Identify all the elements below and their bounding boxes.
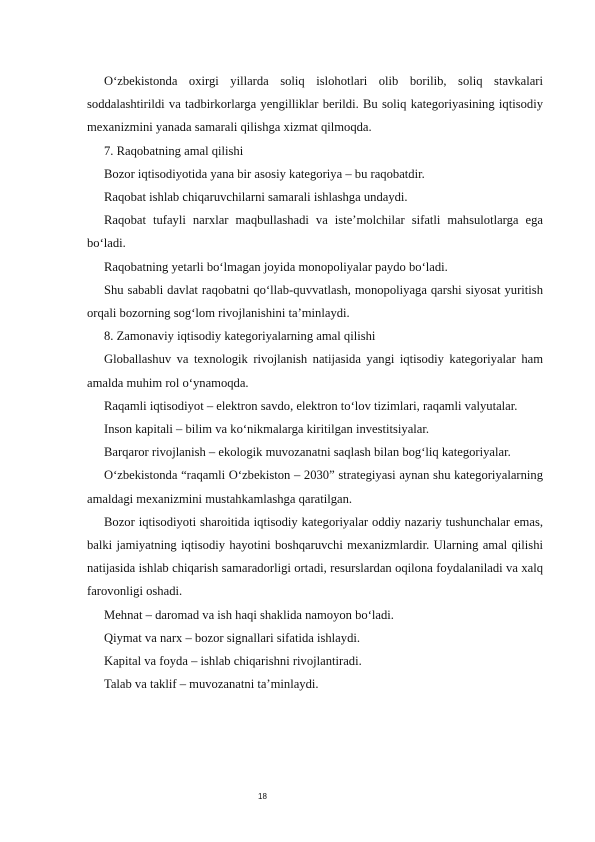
paragraph: Raqobat ishlab chiqaruvchilarni samarali ishlashga undaydi. — [104, 190, 408, 205]
paragraph: Qiymat va narx – bozor signallari sifatida ishlaydi. — [104, 630, 361, 645]
paragraph: Globallashuv va texnologik rivojlanish natijasida yangi iqtisodiy kategoriyalar ham amalda muhim rol o‘ynamoqda. — [87, 352, 543, 390]
paragraph: Raqobat tufayli narxlar maqbullashadi va iste’molchilar sifatli mahsulotlarga ega bo‘ladi. — [87, 213, 543, 251]
paragraph: Raqamli iqtisodiyot – elektron savdo, elektron to‘lov tizimlari, raqamli valyutalar. — [104, 398, 518, 413]
paragraph: Talab va taklif – muvozanatni ta’minlaydi. — [104, 677, 319, 692]
section-heading-modern-categories: 8. Zamonaviy iqtisodiy kategoriyalarning amal qilishi — [104, 329, 376, 344]
paragraph: O‘zbekistonda “raqamli O‘zbekiston – 2030” strategiyasi aynan shu kategoriyalarning amaldagi mexanizmini mustahkamlashga qaratilgan. — [87, 468, 543, 506]
paragraph: Inson kapitali – bilim va ko‘nikmalarga kiritilgan investitsiyalar. — [104, 422, 430, 437]
page-number: 18 — [258, 792, 267, 801]
paragraph: Bozor iqtisodiyoti sharoitida iqtisodiy kategoriyalar oddiy nazariy tushunchalar emas, balki jamiyatning iqtisodiy hayotini boshqaruvchi mexanizmlardir. Ularning amal qilishi natijasida ishlab chiqarish samaradorligi ortadi, resurslardan oqilona foydalaniladi va xalq farovonligi oshadi. — [87, 514, 543, 599]
section-heading-competition: 7. Raqobatning amal qilishi — [104, 143, 244, 158]
paragraph: Mehnat – daromad va ish haqi shaklida namoyon bo‘ladi. — [104, 607, 394, 622]
paragraph-tax-reforms: O‘zbekistonda oxirgi yillarda soliq islohotlari olib borilib, soliq stavkalari soddalashtirildi va tadbirkorlarga yengilliklar berildi. Bu soliq kategoriyasining iqtisodiy mexanizmini yanada samarali qilishga xizmat qilmoqda. — [87, 74, 543, 135]
paragraph: Bozor iqtisodiyotida yana bir asosiy kategoriya – bu raqobatdir. — [104, 166, 425, 181]
paragraph: Raqobatning yetarli bo‘lmagan joyida monopoliyalar paydo bo‘ladi. — [104, 259, 448, 274]
document-body — [87, 70, 543, 696]
paragraph: Kapital va foyda – ishlab chiqarishni rivojlantiradi. — [104, 654, 362, 669]
paragraph: Shu sababli davlat raqobatni qo‘llab-quvvatlash, monopoliyaga qarshi siyosat yuritish orqali bozorning sog‘lom rivojlanishini ta’minlaydi. — [87, 282, 543, 321]
paragraph: Barqaror rivojlanish – ekologik muvozanatni saqlash bilan bog‘liq kategoriyalar. — [104, 445, 511, 460]
